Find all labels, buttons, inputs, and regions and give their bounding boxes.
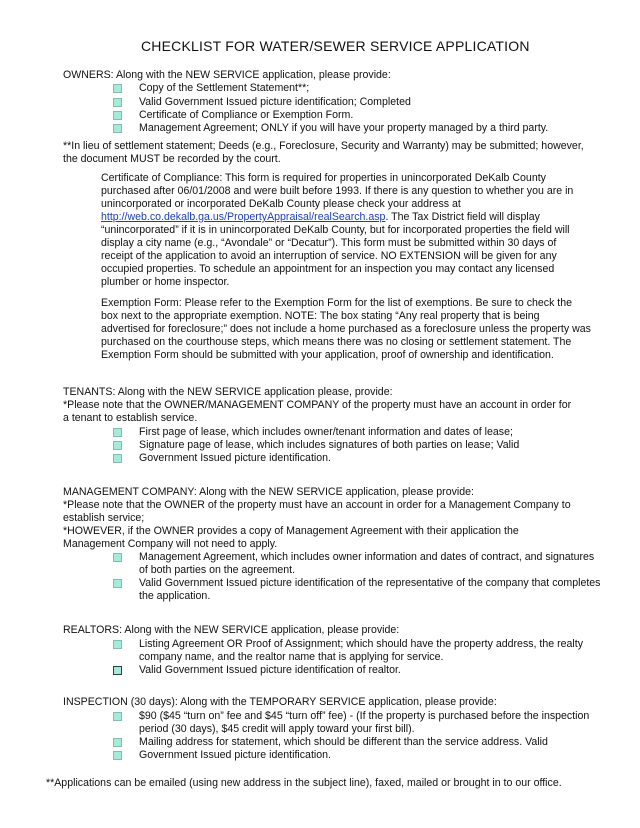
management-item-2-line: Valid Government Issued picture identification of the representative of the company that completes [139,577,601,589]
exemption-line: purchased on the courthouse steps, which means there was no closing or settlement statement. The [101,336,572,348]
owners-note-line: the document MUST be recorded by the court. [63,153,281,165]
management-note-line: Management Company will not need to apply. [63,538,278,550]
compliance-line: purchased after 06/01/2008 and were built before 1993. If there is any question to whether you are in [101,185,574,197]
compliance-line: occupied properties. To schedule an appointment for an inspection you may contact any licensed [101,263,555,275]
owners-heading: OWNERS: Along with the NEW SERVICE application, please provide: [63,69,391,81]
realtors-item-2: Valid Government Issued picture identification of realtor. [139,664,401,676]
management-note-line: establish service; [63,512,145,524]
checkbox-government-id[interactable] [113,98,122,107]
management-note-line: *Please note that the OWNER of the property must have an account in order for a Management Company to [63,499,571,511]
inspection-heading: INSPECTION (30 days): Along with the TEMPORARY SERVICE application, please provide: [63,696,497,708]
exemption-line: Exemption Form should be submitted with your application, proof of ownership and identification. [101,349,554,361]
compliance-line-with-link [101,211,540,224]
checkbox-settlement-statement[interactable] [113,84,122,93]
checkbox-compliance-exemption[interactable] [113,111,122,120]
inspection-item-1-line: period (30 days), $45 credit will apply toward your first bill). [139,723,415,735]
tenants-note-line: a tenant to establish service. [63,412,198,424]
owners-item-3: Certificate of Compliance or Exemption Form. [139,109,354,121]
checkbox-mailing-address[interactable] [113,738,122,747]
owners-item-4: Management Agreement; ONLY if you will have your property managed by a third party. [139,122,549,134]
owners-item-2: Valid Government Issued picture identification; Completed [139,96,411,108]
checkbox-representative-id[interactable] [113,579,122,588]
tenants-item-2: Signature page of lease, which includes signatures of both parties on lease; Valid [139,439,520,451]
property-appraisal-link[interactable]: http://web.co.dekalb.ga.us/PropertyAppraisal/realSearch.asp [101,211,386,223]
realtors-item-1-line: Listing Agreement OR Proof of Assignment; which should have the property address, the realty [139,638,584,650]
checkbox-government-id[interactable] [113,751,122,760]
tenants-note-line: *Please note that the OWNER/MANAGEMENT COMPANY of the property must have an account in order for [63,399,572,411]
exemption-line: advertised for foreclosure;” does not include a home purchased as a foreclosure unless the property was [101,323,591,335]
tenants-item-3: Government Issued picture identification. [139,452,331,464]
exemption-line: box next to the appropriate exemption. NOTE: The box stating “Any real property that is being [101,310,540,322]
owners-item-1: Copy of the Settlement Statement**; [139,82,310,94]
tenants-heading: TENANTS: Along with the NEW SERVICE application please, provide: [63,386,393,398]
management-heading: MANAGEMENT COMPANY: Along with the NEW SERVICE application, please provide: [63,486,474,498]
compliance-line: unincorporated or incorporated DeKalb County please check your address at [101,198,461,210]
compliance-link-suffix: . The Tax District field will display [385,211,540,223]
checkbox-lease-signature-page[interactable] [113,441,122,450]
inspection-item-2-line: Mailing address for statement, which should be different than the service address. Valid [139,736,548,748]
compliance-line: receipt of the application to avoid an interruption of service. NO EXTENSION will be given for any [101,250,557,262]
management-item-1-line: of both parties on the agreement. [139,564,296,576]
compliance-line: display a city name (e.g., “Avondale” or “Decatur”). This form must be submitted within 30 days of [101,237,557,249]
checkbox-inspection-fee[interactable] [113,712,122,721]
inspection-item-1-line: $90 ($45 “turn on” fee and $45 “turn off” fee) - (If the property is purchased before the inspection [139,710,590,722]
page-title: CHECKLIST FOR WATER/SEWER SERVICE APPLICATION [141,38,530,54]
compliance-line: “unincorporated” if it is in unincorporated DeKalb County, but for incorporated properties the field will [101,224,570,236]
checkbox-management-agreement[interactable] [113,553,122,562]
realtors-heading: REALTORS: Along with the NEW SERVICE application, please provide: [63,624,400,636]
checkbox-listing-agreement[interactable] [113,640,122,649]
compliance-line: Certificate of Compliance: This form is required for properties in unincorporated DeKalb County [101,172,546,184]
inspection-item-2-line: Government Issued picture identification. [139,749,331,761]
management-item-1-line: Management Agreement, which includes owner information and dates of contract, and signatures [139,551,595,563]
footer-note: **Applications can be emailed (using new address in the subject line), faxed, mailed or brought in to our office. [46,777,562,789]
checkbox-management-agreement[interactable] [113,124,122,133]
management-note-line: *HOWEVER, if the OWNER provides a copy of Management Agreement with their application the [63,525,519,537]
checkbox-realtor-id[interactable] [113,666,122,675]
tenants-item-1: First page of lease, which includes owner/tenant information and dates of lease; [139,426,513,438]
checkbox-lease-first-page[interactable] [113,428,122,437]
compliance-line: plumber or home inspector. [101,276,230,288]
checkbox-government-id[interactable] [113,454,122,463]
exemption-line: Exemption Form: Please refer to the Exemption Form for the list of exemptions. Be sure to check the [101,297,573,309]
management-item-2-line: the application. [139,590,211,602]
owners-note-line: **In lieu of settlement statement; Deeds (e.g., Foreclosure, Security and Warranty) may be submitted; however, [63,140,584,152]
realtors-item-1-line: company name, and the realtor name that is applying for service. [139,651,444,663]
